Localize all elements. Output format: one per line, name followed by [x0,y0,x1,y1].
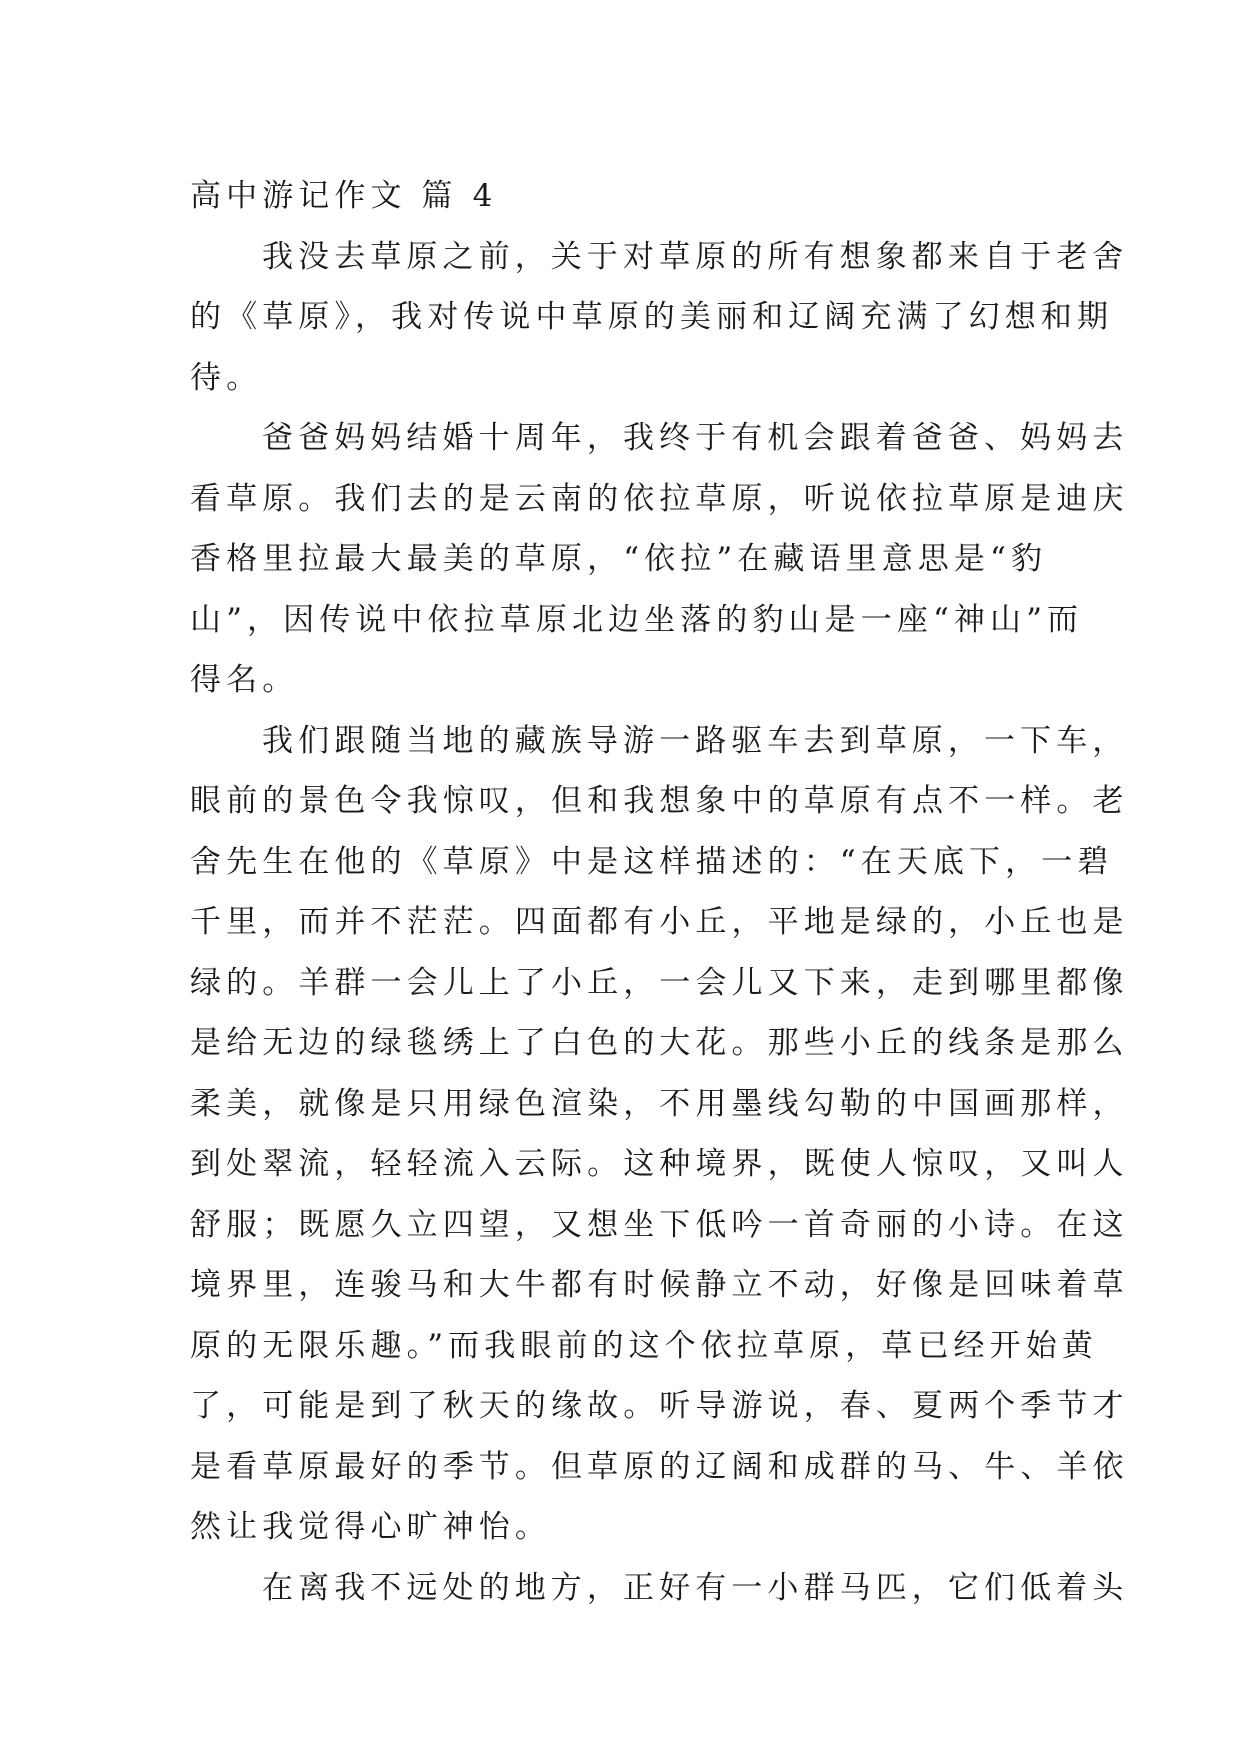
text-line: 到处翠流，轻轻流入云际。这种境界，既使人惊叹，又叫人 [190,1146,1129,1182]
text-line: 舒服；既愿久立四望，又想坐下低吟一首奇丽的小诗。在这 [190,1206,1129,1243]
text-line: 原的无限乐趣。”而我眼前的这个依拉草原，草已经开始黄 [190,1327,1098,1364]
text-line: 境界里，连骏马和大牛都有时候静立不动，好像是回味着草 [190,1267,1129,1303]
text-line: 在离我不远处的地方，正好有一小群马匹，它们低着头 [262,1569,1129,1606]
paragraph-3 [190,711,1129,1558]
paragraph-1 [190,227,1129,409]
text-line: 绿的。羊群一会儿上了小丘，一会儿又下来，走到哪里都像 [190,964,1129,1001]
text-line: 千里，而并不茫茫。四面都有小丘，平地是绿的，小丘也是 [190,904,1129,940]
text-line: 的《草原》，我对传说中草原的美丽和辽阔充满了幻想和期 [190,299,1114,335]
text-line: 看草原。我们去的是云南的依拉草原，听说依拉草原是迪庆 [190,480,1129,517]
text-line: 舍先生在他的《草原》中是这样描述的：“在天底下，一碧 [190,843,1114,880]
text-line: 山”，因传说中依拉草原北边坐落的豹山是一座“神山”而 [190,601,1084,638]
text-line: 然让我觉得心旷神怡。 [190,1509,551,1545]
document-title: 高中游记作文 篇 4 [190,178,498,214]
document-body [190,166,1129,1618]
paragraph-4 [190,1558,1129,1619]
text-line: 得名。 [190,662,299,698]
text-line: 眼前的景色令我惊叹，但和我想象中的草原有点不一样。老 [190,783,1129,819]
text-line: 柔美，就像是只用绿色渲染，不用墨线勾勒的中国画那样， [190,1085,1129,1122]
text-line: 香格里拉最大最美的草原，“依拉”在藏语里意思是“豹 [190,541,1048,577]
text-line: 爸爸妈妈结婚十周年，我终于有机会跟着爸爸、妈妈去 [262,420,1129,456]
text-line: 我没去草原之前，关于对草原的所有想象都来自于老舍 [262,238,1129,275]
text-line: 我们跟随当地的藏族导游一路驱车去到草原，一下车， [262,722,1129,759]
paragraph-2 [190,408,1129,711]
text-line: 了，可能是到了秋天的缘故。听导游说，春、夏两个季节才 [190,1388,1129,1424]
text-line: 是给无边的绿毯绣上了白色的大花。那些小丘的线条是那么 [190,1025,1129,1061]
text-line: 是看草原最好的季节。但草原的辽阔和成群的马、牛、羊依 [190,1448,1129,1485]
text-line: 待。 [190,359,263,396]
